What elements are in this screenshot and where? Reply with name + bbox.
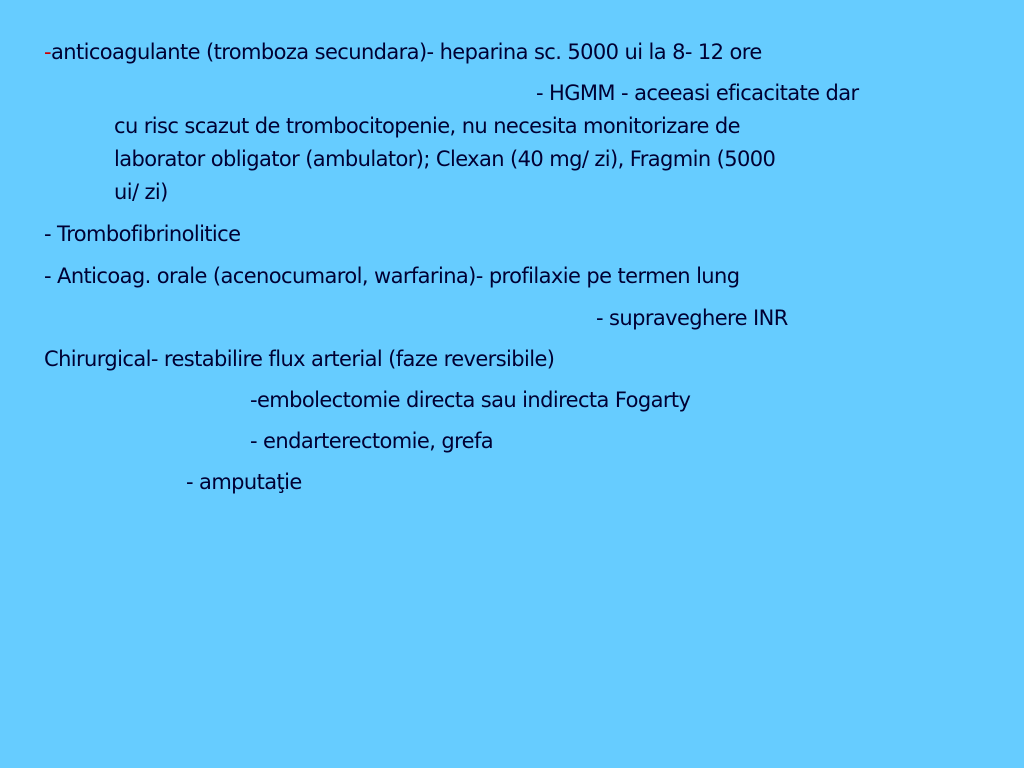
line-text: cu risc scazut de trombocitopenie, nu necesita monitorizare de	[114, 114, 740, 138]
text-line-trombofibrinolitice	[44, 217, 240, 251]
line-text: - amputaţie	[186, 470, 302, 494]
text-line-anticoagulante	[44, 35, 762, 69]
text-line-anticoag-orale	[44, 259, 739, 293]
line-text: - Anticoag. orale (acenocumarol, warfarina)- profilaxie pe termen lung	[44, 264, 740, 288]
text-line-hgmm	[536, 76, 859, 110]
bullet-dash: -	[44, 40, 51, 64]
line-text: - Trombofibrinolitice	[44, 222, 241, 246]
text-line-hgmm-cont-1	[114, 109, 740, 143]
text-line-supraveghere-inr	[596, 301, 788, 335]
line-text: -embolectomie directa sau indirecta Fogarty	[250, 388, 691, 412]
text-line-chirurgical	[44, 342, 554, 376]
line-text: - HGMM - aceeasi eficacitate dar	[536, 81, 859, 105]
line-text: - endarterectomie, grefa	[250, 429, 494, 453]
line-text: laborator obligator (ambulator); Clexan (40 mg/ zi), Fragmin (5000	[114, 147, 776, 171]
text-line-embolectomie	[250, 383, 690, 417]
line-text: Chirurgical- restabilire flux arterial (faze reversibile)	[44, 347, 555, 371]
line-text: - supraveghere INR	[596, 306, 788, 330]
line-text: ui/ zi)	[114, 180, 168, 204]
text-line-amputatie	[186, 465, 302, 499]
text-line-hgmm-cont-2	[114, 142, 775, 176]
line-text: anticoagulante (tromboza secundara)- heparina sc. 5000 ui la 8- 12 ore	[50, 40, 762, 64]
text-line-endarterectomie	[250, 424, 493, 458]
text-line-hgmm-cont-3	[114, 175, 168, 209]
